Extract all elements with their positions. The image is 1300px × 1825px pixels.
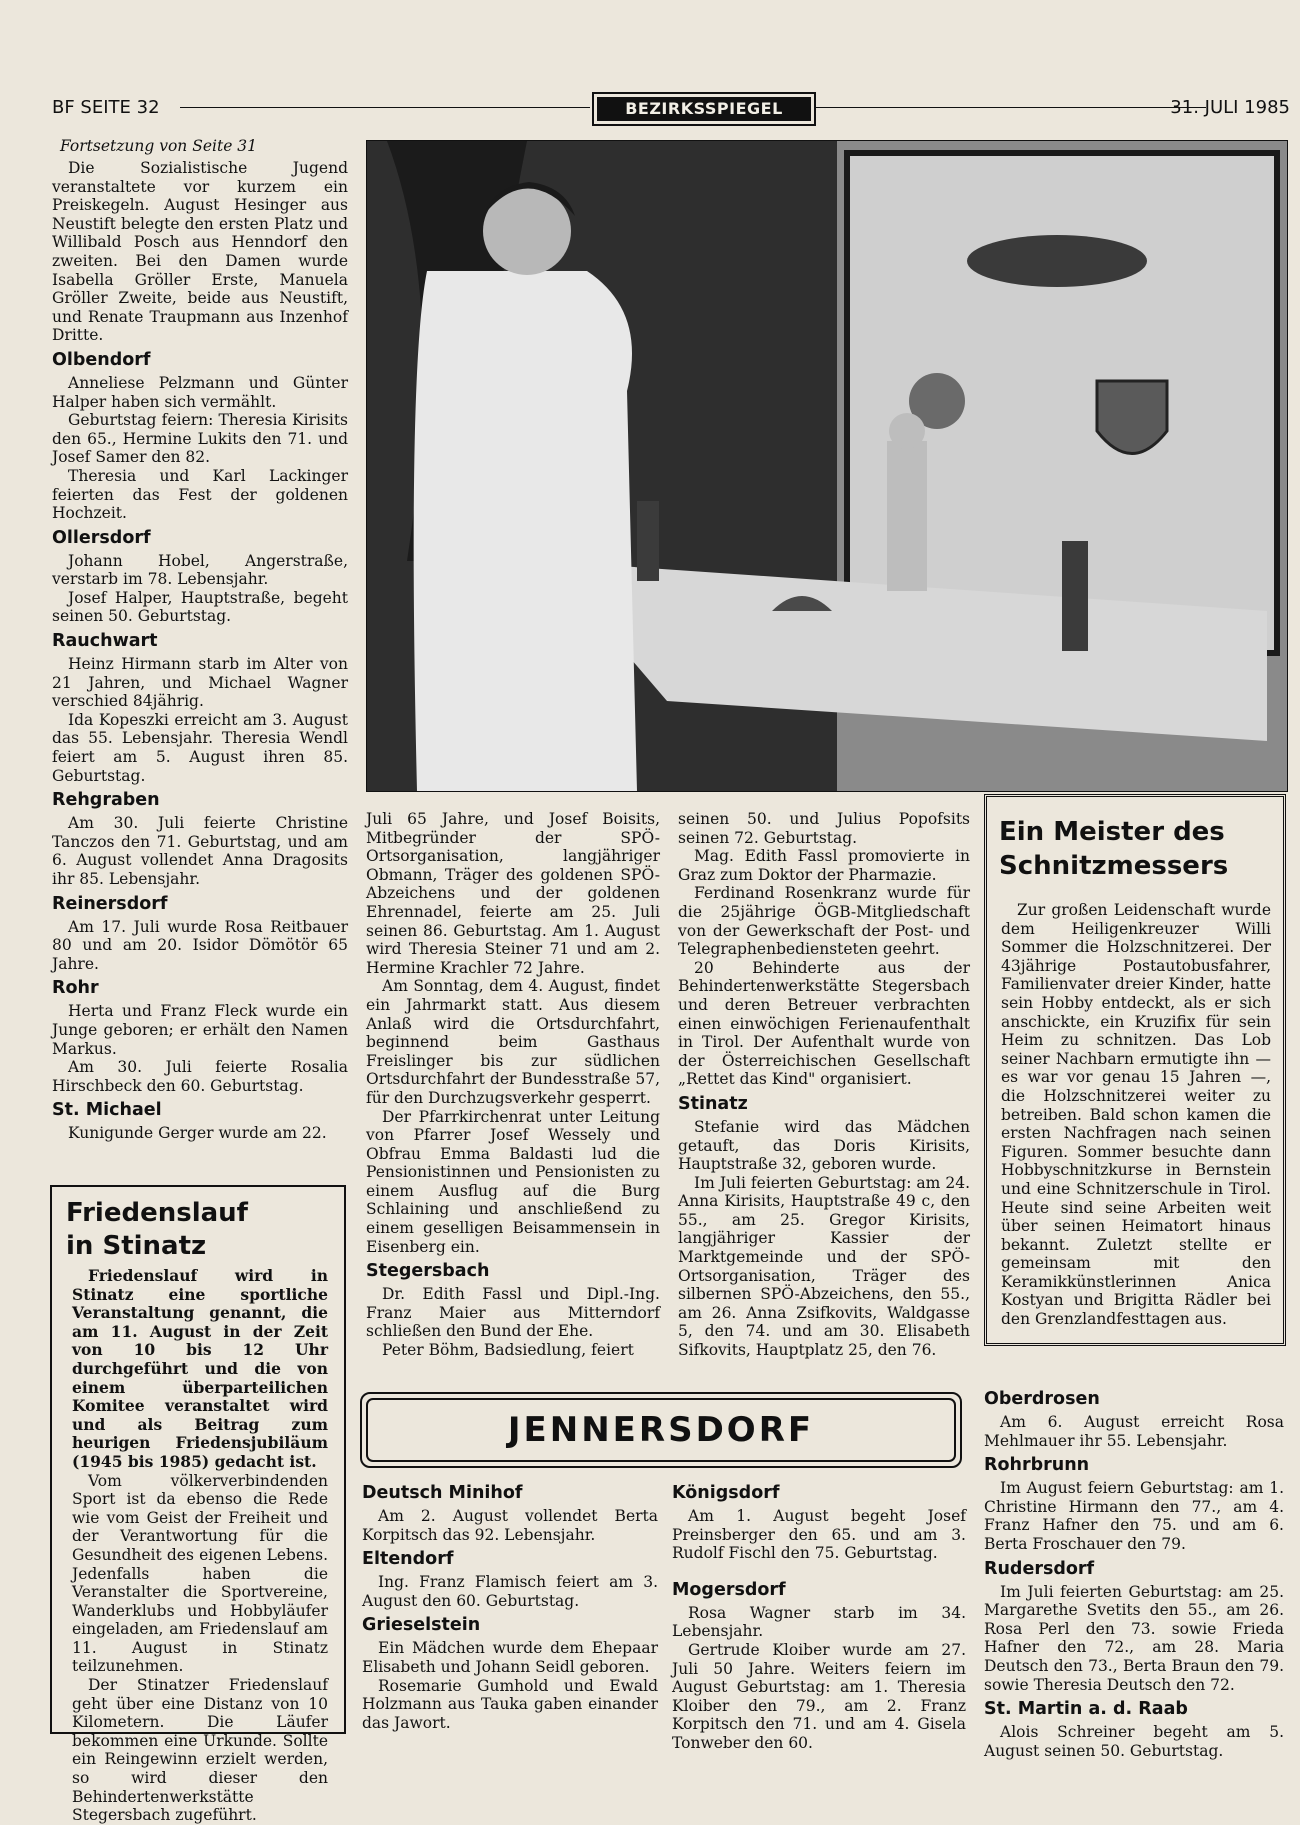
paragraph: Am 30. Juli feierte Christine Tanczos den 71. Geburtstag, und am 6. August vollendet Anna Dragosits ihr 85. Lebensjahr. — [52, 814, 348, 888]
heading-st-martin: St. Martin a. d. Raab — [984, 1699, 1188, 1720]
schnitzmesser-title-line-1: Ein Meister des — [999, 817, 1225, 847]
paragraph: Ein Mädchen wurde dem Ehepaar Elisabeth und Johann Seidl geboren. — [362, 1639, 658, 1676]
heading-deutsch-minihof: Deutsch Minihof — [362, 1483, 523, 1503]
jennersdorf-column-c — [984, 1384, 1284, 1760]
section-label: BEZIRKSSPIEGEL — [597, 97, 811, 121]
header-rule-right — [814, 107, 1206, 108]
paragraph: Gertrude Kloiber wurde am 27. Juli 50 Jahre. Weiters feiern im August Geburtstag: am 1. Theresia Kloiber den 79., am 2. Franz Korpitsch den 71. und am 4. Gisela Tonweber den 60. — [672, 1640, 966, 1752]
schnitzmesser-title — [999, 815, 1283, 883]
schnitzmesser-text: Zur großen Leidenschaft wurde dem Heiligenkreuzer Willi Sommer die Holzschnitzerei. Der 43jährige Postautobusfahrer, Familienvater dreier Kinder, hatte sein Hobby entdeckt, als er sich anschickte, ein Kruzifix für sein Heim zu schnitzen. Das Lob seiner Nachbarn ermutigte ihn — es war vor genau 15 Jahren —, die Holzschnitzerei weiter zu betreiben. Bald schon kamen die ersten Nachfragen nach seinen Figuren. Sommer besuchte dann Hobbyschnitzkurse in Bernstein und eine Schnitzerschule in Tirol. Heute sind seine Arbeiten weit über seinen Heimatort hinaus bekannt. Zuletzt stellte er gemeinsam mit den Keramikkünstlerinnen Anica Kostyan und Brigitta Rädler bei den Grenzlandfesttagen aus. — [1001, 901, 1271, 1329]
paragraph: Rosa Wagner starb im 34. Lebensjahr. — [672, 1603, 966, 1641]
paragraph: Kunigunde Gerger wurde am 22. — [68, 1124, 327, 1143]
paragraph: Ferdinand Rosenkranz wurde für die 25jährige ÖGB-Mitgliedschaft von der Gewerkschaft der Post- und Telegraphenbediensteten geehrt. — [678, 884, 970, 959]
photo-illustration — [367, 141, 1287, 791]
photo-wood-carver — [366, 140, 1288, 792]
paragraph: seinen 50. und Julius Popofsits seinen 72. Geburtstag. — [678, 810, 970, 847]
heading-rohr: Rohr — [52, 978, 99, 999]
paragraph: Mag. Edith Fassl promovierte in Graz zum Doktor der Pharmazie. — [678, 847, 970, 884]
paragraph: 20 Behinderte aus der Behindertenwerkstätte Stegersbach und deren Betreuer verbrachten einen einwöchigen Ferienaufenthalt in Tirol. Der Aufenthalt wurde von der Österreichischen Gesellschaft „Rettet das Kind" organisiert. — [678, 958, 970, 1089]
heading-stegersbach: Stegersbach — [366, 1261, 490, 1282]
paragraph: Theresia und Karl Lackinger feierten das Fest der goldenen Hochzeit. — [52, 466, 348, 523]
paragraph: Heinz Hirmann starb im Alter von 21 Jahren, und Michael Wagner verschied 84jährig. — [52, 655, 348, 711]
jennersdorf-banner — [360, 1392, 962, 1468]
paragraph: Ing. Franz Flamisch feiert am 3. August den 60. Geburtstag. — [362, 1573, 658, 1610]
paragraph: Geburtstag feiern: Theresia Kirisits den 65., Hermine Lukits den 71. und Josef Samer den 82. — [52, 411, 348, 467]
heading-reinersdorf: Reinersdorf — [52, 893, 168, 914]
paragraph: Rosemarie Gumhold und Ewald Holzmann aus Tauka gaben einander das Jawort. — [362, 1676, 658, 1732]
heading-rehgraben: Rehgraben — [52, 790, 160, 811]
paragraph: Am 2. August vollendet Berta Korpitsch das 92. Lebensjahr. — [362, 1507, 658, 1544]
paragraph: Vom völkerverbindenden Sport ist da ebenso die Rede wie vom Geist der Freiheit und der Verantwortung für die Gesundheit des eigenen Lebens. Jedenfalls haben die Veranstalter die Sportvereine, Wanderklubs und Hobbyläufer eingeladen, am Friedenslauf am 11. August in Stinatz teilzunehmen. — [72, 1471, 328, 1676]
paragraph: Im Juli feierten Geburtstag: am 25. Margarethe Svetits den 55., am 26. Rosa Perl den 73. sowie Frieda Hafner den 72., am 28. Maria Deutsch den 73., Berta Braun den 79. sowie Theresia Deutsch den 72. — [984, 1582, 1284, 1694]
heading-koenigsdorf: Königsdorf — [672, 1483, 780, 1503]
heading-st-michael: St. Michael — [52, 1100, 162, 1121]
heading-oberdrosen: Oberdrosen — [984, 1389, 1100, 1409]
paragraph: Im August feiern Geburtstag: am 1. Christine Hirmann den 77., am 4. Franz Hafner den 75. und am 6. Berta Froschauer den 79. — [984, 1479, 1284, 1553]
heading-grieselstein: Grieselstein — [362, 1615, 481, 1636]
schnitzmesser-title-line-2: Schnitzmessers — [999, 851, 1229, 881]
friedenslauf-box — [50, 1185, 346, 1825]
paragraph: Am 17. Juli wurde Rosa Reitbauer 80 und am 20. Isidor Dömötör 65 Jahre. — [52, 917, 348, 973]
paragraph: Der Pfarrkirchenrat unter Leitung von Pfarrer Josef Wessely und Obfrau Emma Baldasti lud die Pensionistinnen und Pensionisten zu einem Ausflug auf die Burg Schlaining und anschließend zu einem geselligen Beisammensein in Eisenberg ein. — [366, 1107, 660, 1256]
friedenslauf-title — [66, 1197, 344, 1263]
heading-mogersdorf: Mogersdorf — [672, 1579, 786, 1600]
paragraph: Stefanie wird das Mädchen getauft, das Doris Kirisits, Hauptstraße 32, geboren wurde. — [678, 1117, 970, 1174]
paragraph: Am 6. August erreicht Rosa Mehlmauer ihr 55. Lebensjahr. — [984, 1413, 1284, 1450]
paragraph: Juli 65 Jahre, und Josef Boisits, Mitbegründer der SPÖ-Ortsorganisation, langjähriger Obmann, Träger des goldenen SPÖ-Abzeichens und der goldenen Ehrennadel, feierte am 25. Juli seinen 86. Geburtstag. Am 1. August wird Theresia Steiner 71 und am 2. Hermine Krachler 72 Jahre. — [366, 810, 660, 977]
section-label-box — [592, 92, 816, 126]
jennersdorf-column-a — [362, 1478, 658, 1732]
friedenslauf-title-line-1: Friedenslauf — [66, 1198, 248, 1228]
heading-ollersdorf: Ollersdorf — [52, 527, 151, 548]
heading-rudersdorf: Rudersdorf — [984, 1558, 1095, 1579]
continuation-note: Fortsetzung von Seite 31 — [60, 137, 258, 155]
jennersdorf-banner-label: JENNERSDORF — [366, 1398, 956, 1462]
heading-rohrbrunn: Rohrbrunn — [984, 1455, 1090, 1476]
friedenslauf-title-line-2: in Stinatz — [66, 1231, 207, 1261]
issue-date: 31. JULI 1985 — [1170, 97, 1290, 118]
page-number: BF SEITE 32 — [52, 97, 160, 118]
paragraph: Ida Kopeszki erreicht am 3. August das 55. Lebensjahr. Theresia Wendl feiert am 5. August ihren 85. Geburtstag. — [52, 710, 348, 785]
paragraph: Alois Schreiner begeht am 5. August seinen 50. Geburtstag. — [984, 1723, 1284, 1760]
schnitzmesser-box — [984, 794, 1286, 1346]
jennersdorf-column-b — [672, 1478, 966, 1753]
heading-stinatz: Stinatz — [678, 1093, 748, 1114]
heading-rauchwart: Rauchwart — [52, 631, 158, 652]
paragraph: Am 1. August begeht Josef Preinsberger den 65. und am 3. Rudolf Fischl den 75. Geburtstag. — [672, 1507, 966, 1563]
paragraph: Der Stinatzer Friedenslauf geht über eine Distanz von 10 Kilometern. Die Läufer bekommen eine Urkunde. Sollte ein Reingewinn erzielt werden, so wird dieser den Behindertenwerkstätte Stegersbach zugeführt. — [72, 1676, 328, 1825]
paragraph: Am Sonntag, dem 4. August, findet ein Jahrmarkt statt. Aus diesem Anlaß wird die Ortsdurchfahrt, beginnend beim Gasthaus Freislinger bis zur südlichen Ortsdurchfahrt der Bundesstraße 57, für den Durchzugsverkehr gesperrt. — [366, 977, 660, 1107]
header-rule-left — [180, 107, 590, 108]
heading-olbendorf: Olbendorf — [52, 349, 151, 370]
page-header — [52, 96, 1290, 122]
paragraph: Am 30. Juli feierte Rosalia Hirschbeck den 60. Geburtstag. — [52, 1058, 348, 1095]
paragraph: Anneliese Pelzmann und Günter Halper haben sich vermählt. — [52, 373, 348, 411]
column-1 — [52, 137, 348, 1143]
paragraph: Johann Hobel, Angerstraße, verstarb im 78. Lebensjahr. — [52, 551, 348, 589]
column-3 — [678, 810, 970, 1360]
column-2 — [366, 810, 660, 1360]
paragraph: Im Juli feierten Geburtstag: am 24. Anna Kirisits, Hauptstraße 49 c, den 55., am 25. Gregor Kirisits, langjähriger Kassier der Marktgemeinde und der SPÖ-Ortsorganisation, Träger des silbernen SPÖ-Abzeichens, den 55., am 26. Anna Zsifkovits, Waldgasse 5, den 74. und am 30. Elisabeth Sifkovits, Hauptplatz 25, den 76. — [678, 1173, 970, 1360]
paragraph: Josef Halper, Hauptstraße, begeht seinen 50. Geburtstag. — [52, 588, 348, 626]
friedenslauf-lead: Friedenslauf wird in Stinatz eine sportliche Veranstaltung genannt, die am 11. August in der Zeit von 10 bis 12 Uhr durchgeführt und die von einem überparteilichen Komitee veranstaltet wird und als Beitrag zum heurigen Friedensjubiläum (1945 bis 1985) gedacht ist. — [72, 1266, 328, 1471]
paragraph: Peter Böhm, Badsiedlung, feiert — [382, 1341, 634, 1360]
heading-eltendorf: Eltendorf — [362, 1549, 454, 1570]
paragraph: Herta und Franz Fleck wurde ein Junge geboren; er erhält den Namen Markus. — [52, 1002, 348, 1058]
paragraph: Dr. Edith Fassl und Dipl.-Ing. Franz Maier aus Mitterndorf schließen den Bund der Ehe. — [366, 1285, 660, 1341]
article-intro: Die Sozialistische Jugend veranstaltete vor kurzem ein Preiskegeln. August Hesinger aus Neustift belegte den ersten Platz und Willibald Posch aus Henndorf den zweiten. Bei den Damen wurde Isabella Gröller Erste, Manuela Gröller Zweite, beide aus Neustift, und Renate Traupmann aus Inzenhof Dritte. — [52, 159, 348, 345]
